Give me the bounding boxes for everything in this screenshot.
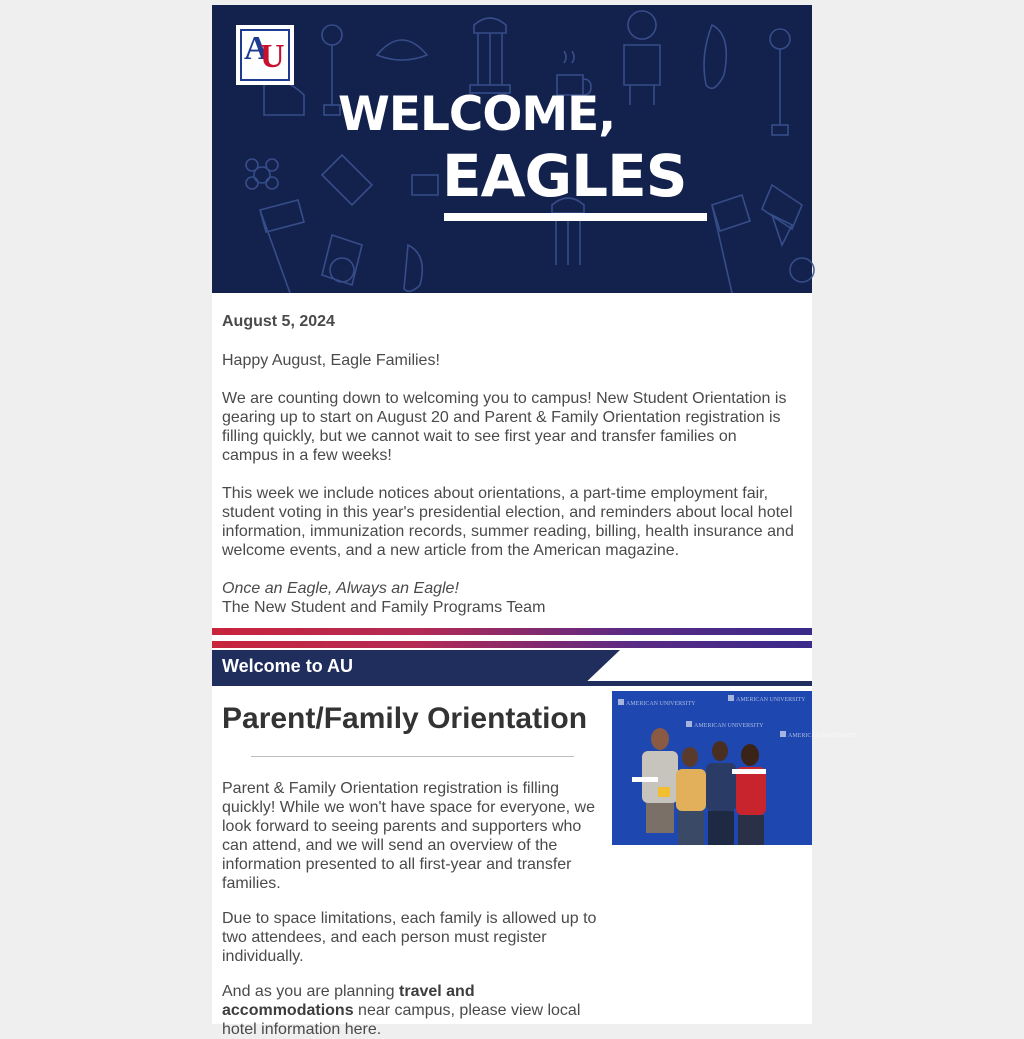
article-paragraph-2: Due to space limitations, each family is allowed up to two attendees, and each person must register individually. — [222, 910, 597, 965]
newsletter-date: August 5, 2024 — [222, 313, 335, 330]
section-title: Welcome to AU — [222, 656, 354, 676]
backdrop-text-3: AMERICAN UNIVERSITY — [694, 723, 764, 729]
article-paragraph-1: Parent & Family Orientation registration is filling quickly! While we won't have space for everyone, we look forward to seeing parents and supporters who can attend, and we will send an overview of the information presented to all first-year and transfer families. — [222, 780, 596, 892]
intro-paragraph-1: We are counting down to welcoming you to campus! New Student Orientation is gearing up to start on August 20 and Parent & Family Orientation registration is filling quickly, but we cannot wait to see first year and transfer families on campus in a few weeks! — [222, 390, 787, 464]
logo-letter-a: A — [244, 30, 269, 67]
au-logo[interactable] — [236, 25, 294, 85]
welcome-banner — [212, 5, 812, 293]
section-header-rule — [212, 681, 812, 686]
orientation-photo — [612, 691, 858, 845]
logo-letter-u: U — [260, 38, 285, 75]
paragraph-3-prefix: And as you are planning — [222, 983, 400, 1000]
banner-underline — [444, 213, 707, 221]
paragraph-3-bold: travel and accommodations — [222, 983, 475, 1019]
signoff-team: The New Student and Family Programs Team — [222, 599, 546, 616]
gradient-stripe-bottom — [212, 641, 812, 648]
signoff-motto: Once an Eagle, Always an Eagle! — [222, 580, 459, 597]
article-paragraph-3 — [222, 982, 602, 1039]
gradient-stripe-top — [212, 628, 812, 635]
greeting: Happy August, Eagle Families! — [222, 352, 440, 369]
backdrop-text-4: AMERICAN UNIVERSITY — [788, 733, 858, 739]
article-divider — [251, 756, 574, 757]
email-container — [212, 5, 858, 1038]
paragraph-3-suffix: near campus, please view local hotel information here. — [222, 1002, 581, 1038]
intro-paragraph-2: This week we include notices about orientations, a part-time employment fair, student voting in this year's presidential election, and reminders about local hotel information, immunization records, summer reading, billing, health insurance and welcome events, and a new article from the American magazine. — [222, 485, 794, 559]
backdrop-text-2: AMERICAN UNIVERSITY — [736, 697, 806, 703]
banner-heading-line2: EAGLES — [442, 142, 687, 210]
family-photo-illustration — [612, 691, 858, 845]
section-header — [212, 650, 812, 686]
banner-heading-line1: WELCOME, — [338, 87, 616, 142]
article-title: Parent/Family Orientation — [222, 702, 588, 735]
backdrop-text-1: AMERICAN UNIVERSITY — [626, 701, 696, 707]
